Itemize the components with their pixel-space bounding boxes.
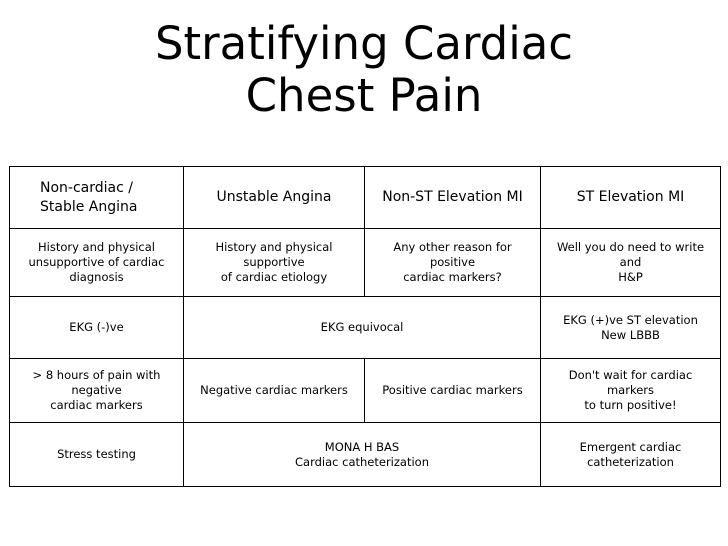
cell-markers-negative: Negative cardiac markers — [184, 359, 365, 423]
cell-ekg-negative: EKG (-)ve — [10, 297, 184, 359]
cell-markers-stemi: Don't wait for cardiac markers to turn positive! — [541, 359, 721, 423]
table-row-markers — [10, 359, 721, 423]
cell-markers-noncardiac: > 8 hours of pain with negative cardiac markers — [10, 359, 184, 423]
cell-ekg-equivocal: EKG equivocal — [184, 297, 541, 359]
stratification-table — [9, 166, 721, 487]
cell-treatment-mona-cath: MONA H BAS Cardiac catheterization — [184, 423, 541, 487]
slide-title-line-2: Chest Pain — [245, 69, 483, 122]
table-header-row — [10, 167, 721, 229]
header-stemi: ST Elevation MI — [541, 167, 721, 229]
cell-markers-positive: Positive cardiac markers — [365, 359, 541, 423]
header-nstemi: Non-ST Elevation MI — [365, 167, 541, 229]
table-row-treatment — [10, 423, 721, 487]
table-row-ekg — [10, 297, 721, 359]
cell-history-unstable-angina: History and physical supportive of cardiac etiology — [184, 229, 365, 297]
slide-title — [0, 18, 728, 122]
slide-title-line-1: Stratifying Cardiac — [154, 17, 574, 70]
cell-history-nstemi: Any other reason for positive cardiac markers? — [365, 229, 541, 297]
header-noncardiac-stable-angina: Non-cardiac / Stable Angina — [10, 167, 184, 229]
cell-history-stemi: Well you do need to write and H&P — [541, 229, 721, 297]
table-row-history — [10, 229, 721, 297]
cell-ekg-positive: EKG (+)ve ST elevation New LBBB — [541, 297, 721, 359]
header-unstable-angina: Unstable Angina — [184, 167, 365, 229]
cell-treatment-stress-testing: Stress testing — [10, 423, 184, 487]
cell-treatment-emergent-cath: Emergent cardiac catheterization — [541, 423, 721, 487]
cell-history-noncardiac: History and physical unsupportive of cardiac diagnosis — [10, 229, 184, 297]
